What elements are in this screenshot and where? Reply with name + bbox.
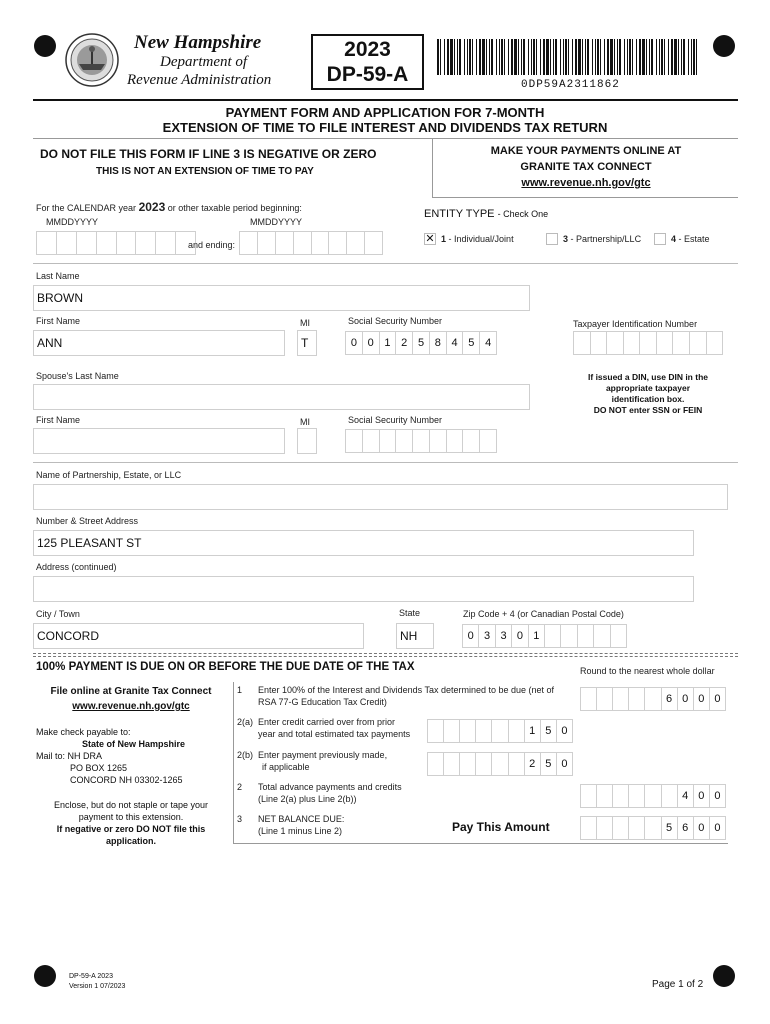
barcode-bar xyxy=(632,39,633,75)
entity-estate-label xyxy=(671,234,710,244)
po-box: PO BOX 1265 xyxy=(70,763,128,773)
spouse-last-name-label: Spouse's Last Name xyxy=(36,371,119,381)
zip-digit: 0 xyxy=(511,624,527,648)
barcode-bar xyxy=(560,39,561,75)
amount-digit xyxy=(508,752,524,776)
line-description-1: NET BALANCE DUE: xyxy=(258,814,345,824)
barcode-bar xyxy=(447,39,449,75)
barcode-bar xyxy=(595,39,596,75)
ssn-digit: 5 xyxy=(462,331,479,355)
barcode-bar xyxy=(565,39,567,75)
barcode-bar xyxy=(501,39,503,75)
line-description-2: if applicable xyxy=(262,762,310,772)
ssn-digit: 0 xyxy=(362,331,379,355)
barcode-bar xyxy=(543,39,545,75)
barcode-bar xyxy=(440,39,441,75)
line-amount-field[interactable] xyxy=(427,752,573,776)
line-description-2: (Line 2(a) plus Line 2(b)) xyxy=(258,794,357,804)
barcode-bar xyxy=(518,39,519,75)
line-amount-field[interactable] xyxy=(580,784,726,808)
barcode-bar xyxy=(546,39,549,75)
begin-date-field[interactable] xyxy=(36,231,196,255)
amount-digit xyxy=(508,719,524,743)
barcode-bar xyxy=(585,39,586,75)
barcode-bar xyxy=(610,39,613,75)
barcode-bar xyxy=(651,39,653,75)
amount-digit: 0 xyxy=(709,687,726,711)
amount-digit: 0 xyxy=(693,687,709,711)
barcode-bar xyxy=(572,39,573,75)
amount-digit: 6 xyxy=(661,687,677,711)
amount-digit: 1 xyxy=(524,719,540,743)
registration-mark-bottom-left xyxy=(34,965,56,987)
barcode-bar xyxy=(619,39,621,75)
barcode-bar xyxy=(575,39,577,75)
ssn-digit: 8 xyxy=(429,331,446,355)
end-date-format: MMDDYYYY xyxy=(250,217,303,227)
barcode-bar xyxy=(472,39,473,75)
barcode-bar xyxy=(496,39,497,75)
state-label: State xyxy=(399,608,421,618)
ssn-digit: 0 xyxy=(345,331,362,355)
barcode-bar xyxy=(629,39,631,75)
negative-note-line2: application. xyxy=(105,836,156,846)
amount-digit: 5 xyxy=(540,752,556,776)
barcode-bar xyxy=(486,39,487,75)
amount-digit xyxy=(612,816,628,840)
ending-label: and ending: xyxy=(188,240,236,250)
barcode-bar xyxy=(582,39,583,75)
line-description xyxy=(258,716,410,740)
barcode-bar xyxy=(536,39,537,75)
spouse-mi-label: MI xyxy=(300,417,310,427)
barcode-bar xyxy=(661,39,663,75)
barcode-bar xyxy=(639,39,641,75)
line-description-2: RSA 77-G Education Tax Credit) xyxy=(258,697,387,707)
line-description-2: (Line 1 minus Line 2) xyxy=(258,826,343,836)
ssn-digit: 2 xyxy=(395,331,412,355)
zip-digit: 3 xyxy=(495,624,511,648)
barcode-bar xyxy=(568,39,569,75)
spouse-first-name-label: First Name xyxy=(36,415,81,425)
barcode-bar xyxy=(514,39,517,75)
form-version-line1: DP-59-A 2023 xyxy=(69,973,113,980)
zip-digit xyxy=(560,624,576,648)
amount-digit xyxy=(580,784,596,808)
line-description-1: Enter payment previously made, xyxy=(258,750,388,760)
barcode-bar xyxy=(678,39,679,75)
barcode-bar xyxy=(592,39,593,75)
amount-digit: 0 xyxy=(556,752,573,776)
gtc-link[interactable]: www.revenue.nh.gov/gtc xyxy=(72,701,190,712)
entity-individual-label xyxy=(441,234,514,244)
entity-estate-checkbox[interactable] xyxy=(654,233,666,245)
din-note-line3: identification box. xyxy=(611,394,685,404)
barcode-bar xyxy=(528,39,529,75)
form-version-line2: Version 1 07/2023 xyxy=(69,983,126,990)
entity-type-title: ENTITY TYPE xyxy=(424,208,495,220)
spouse-ssn-field[interactable] xyxy=(345,429,497,453)
din-note-line2: appropriate taxpayer xyxy=(605,383,691,393)
barcode-bar xyxy=(617,39,618,75)
spouse-ssn-label: Social Security Number xyxy=(348,415,443,425)
amount-digit xyxy=(443,752,459,776)
partnership-name-field[interactable] xyxy=(33,484,728,510)
amount-digit xyxy=(612,687,628,711)
entity-partnership-checkbox[interactable] xyxy=(546,233,558,245)
barcode-text: 0DP59A2311862 xyxy=(521,79,620,91)
amount-digit xyxy=(644,687,660,711)
registration-mark-top-right xyxy=(713,35,735,57)
barcode-bar xyxy=(553,39,554,75)
first-name-label: First Name xyxy=(36,316,81,326)
barcode-bar xyxy=(597,39,599,75)
barcode-bar xyxy=(659,39,660,75)
barcode-bar xyxy=(511,39,513,75)
ssn-digit: 4 xyxy=(446,331,463,355)
barcode-bar xyxy=(476,39,477,75)
period-divider xyxy=(33,263,738,264)
barcode-bar xyxy=(627,39,628,75)
line-description-2: year and total estimated tax payments xyxy=(258,729,411,739)
ssn-digit: 5 xyxy=(412,331,429,355)
barcode-bar xyxy=(668,39,669,75)
amount-digit: 4 xyxy=(677,784,693,808)
barcode-bar xyxy=(531,39,532,75)
amount-digit: 5 xyxy=(540,719,556,743)
page-number: Page 1 of 2 xyxy=(652,979,704,990)
entity-individual-num: 1 xyxy=(441,234,447,244)
registration-mark-top-left xyxy=(34,35,56,57)
enclose-note xyxy=(33,799,229,847)
entity-type-hint: - Check One xyxy=(497,209,549,219)
barcode-bar xyxy=(508,39,509,75)
barcode-bar xyxy=(607,39,609,75)
negative-note-line1: If negative or zero DO NOT file this xyxy=(56,824,206,834)
form-year: 2023 xyxy=(344,38,391,61)
barcode-bar xyxy=(696,39,697,75)
entity-partnership-text: - Partnership/LLC xyxy=(570,234,642,244)
barcode-bar xyxy=(533,39,535,75)
amount-digit xyxy=(443,719,459,743)
ssn-field[interactable] xyxy=(345,331,497,355)
state-seal-logo xyxy=(65,33,119,87)
round-note: Round to the nearest whole dollar xyxy=(580,666,715,676)
amount-digit xyxy=(644,784,660,808)
barcode-bar xyxy=(683,39,685,75)
amount-digit: 0 xyxy=(693,816,709,840)
payee-name: State of New Hampshire xyxy=(82,739,186,749)
zip-digit: 1 xyxy=(528,624,544,648)
form-id-box xyxy=(311,34,424,90)
zip-digit: 3 xyxy=(478,624,494,648)
line-amount-field[interactable] xyxy=(580,687,726,711)
amount-digit xyxy=(491,752,507,776)
city-label: City / Town xyxy=(36,609,80,619)
barcode-bar xyxy=(649,39,650,75)
amount-digit xyxy=(644,816,660,840)
zip-digit xyxy=(544,624,560,648)
barcode-bar xyxy=(523,39,525,75)
gtc-line: File online at Granite Tax Connect xyxy=(50,686,212,697)
amount-digit: 2 xyxy=(524,752,540,776)
amount-digit xyxy=(612,784,628,808)
entity-estate-text: - Estate xyxy=(678,234,710,244)
period-label xyxy=(36,200,302,214)
online-payment-box xyxy=(432,138,738,198)
barcode-bar xyxy=(504,39,505,75)
barcode-bar xyxy=(479,39,481,75)
zip-digit xyxy=(577,624,593,648)
barcode-bar xyxy=(563,39,564,75)
amount-digit xyxy=(596,816,612,840)
barcode-bar xyxy=(459,39,461,75)
end-date-field[interactable] xyxy=(239,231,383,255)
barcode-bar xyxy=(656,39,657,75)
barcode-graphic xyxy=(437,39,701,75)
zip-label: Zip Code + 4 (or Canadian Postal Code) xyxy=(463,609,624,619)
pay-this-amount-label: Pay This Amount xyxy=(452,820,550,834)
barcode-bar xyxy=(454,39,455,75)
form-id: DP-59-A xyxy=(326,63,409,86)
header-dept-line2: Revenue Administration xyxy=(127,72,272,88)
street-field[interactable]: 125 PLEASANT ST xyxy=(33,530,694,556)
amount-digit xyxy=(628,784,644,808)
amount-digit: 0 xyxy=(709,784,726,808)
zip-field[interactable] xyxy=(462,624,627,648)
online-line1: MAKE YOUR PAYMENTS ONLINE AT xyxy=(490,145,682,157)
din-note xyxy=(548,372,748,416)
line-amount-field[interactable] xyxy=(580,816,726,840)
amount-digit xyxy=(580,816,596,840)
barcode-bar xyxy=(555,39,557,75)
spouse-mi-field[interactable] xyxy=(297,428,317,454)
mi-label: MI xyxy=(300,318,310,328)
header-divider xyxy=(33,99,738,101)
amount-digit xyxy=(596,784,612,808)
line-number: 3 xyxy=(237,814,243,824)
barcode-bar xyxy=(578,39,581,75)
amount-digit xyxy=(427,719,443,743)
line-number: 2(b) xyxy=(237,750,254,760)
barcode-bar xyxy=(521,39,522,75)
online-link[interactable]: www.revenue.nh.gov/gtc xyxy=(521,177,651,189)
amount-digit xyxy=(459,719,475,743)
mi-field[interactable]: T xyxy=(297,330,317,356)
street-label: Number & Street Address xyxy=(36,516,139,526)
check-payable-label: Make check payable to: xyxy=(36,727,131,737)
line-number: 1 xyxy=(237,685,243,695)
line-number: 2(a) xyxy=(237,717,254,727)
line-description xyxy=(258,781,402,805)
barcode-bar xyxy=(550,39,551,75)
barcode-bar xyxy=(467,39,468,75)
city-zip: CONCORD NH 03302-1265 xyxy=(70,775,183,785)
barcode-bar xyxy=(691,39,692,75)
state-field[interactable]: NH xyxy=(396,623,434,649)
tin-field[interactable] xyxy=(573,331,723,355)
entity-partnership-num: 3 xyxy=(563,234,569,244)
warning-line1: DO NOT FILE THIS FORM IF LINE 3 IS NEGATIVE OR ZERO xyxy=(40,147,377,161)
enclose-line1: Enclose, but do not staple or tape your xyxy=(53,800,209,810)
barcode-bar xyxy=(491,39,493,75)
amount-digit xyxy=(596,687,612,711)
last-name-field[interactable]: BROWN xyxy=(33,285,530,311)
line-description xyxy=(258,684,554,708)
zip-digit xyxy=(610,624,627,648)
barcode-bar xyxy=(469,39,471,75)
mailing-info xyxy=(36,726,185,786)
header-state-name: New Hampshire xyxy=(134,32,262,53)
amount-digit: 5 xyxy=(661,816,677,840)
ssn-digit: 1 xyxy=(379,331,396,355)
barcode-bar xyxy=(444,39,445,75)
period-suffix: or other taxable period beginning: xyxy=(167,203,302,213)
enclose-line2: payment to this extension. xyxy=(78,812,184,822)
city-field[interactable]: CONCORD xyxy=(33,623,364,649)
amount-digit xyxy=(475,719,491,743)
mail-to-label: Mail to: NH DRA xyxy=(36,751,103,761)
form-title-line2: EXTENSION OF TIME TO FILE INTEREST AND DIVIDENDS TAX RETURN xyxy=(162,120,608,135)
period-year: 2023 xyxy=(138,200,166,214)
address2-field[interactable] xyxy=(33,576,694,602)
barcode-bar xyxy=(646,39,647,75)
form-version xyxy=(69,972,125,992)
amount-digit xyxy=(491,719,507,743)
barcode-bar xyxy=(450,39,453,75)
begin-date-format: MMDDYYYY xyxy=(46,217,99,227)
form-title-line1: PAYMENT FORM AND APPLICATION FOR 7-MONTH xyxy=(225,105,545,120)
amount-digit xyxy=(459,752,475,776)
entity-individual-checkbox[interactable]: ✕ xyxy=(425,233,435,245)
barcode-bar xyxy=(540,39,541,75)
line-description-1: Total advance payments and credits xyxy=(258,782,402,792)
barcode-bar xyxy=(587,39,589,75)
line-description-1: Enter 100% of the Interest and Dividends Tax determined to be due (net of xyxy=(258,685,555,695)
tin-label: Taxpayer Identification Number xyxy=(573,319,698,329)
barcode-bar xyxy=(624,39,625,75)
line-description xyxy=(258,813,344,837)
amount-digit: 6 xyxy=(677,816,693,840)
din-note-line1: If issued a DIN, use DIN in the xyxy=(588,372,708,382)
online-line2: GRANITE TAX CONNECT xyxy=(520,161,652,173)
barcode-bar xyxy=(664,39,665,75)
last-name-label: Last Name xyxy=(36,271,80,281)
barcode-bar xyxy=(674,39,677,75)
amount-digit xyxy=(661,784,677,808)
registration-mark-bottom-right xyxy=(713,965,735,987)
spouse-last-name-field[interactable] xyxy=(33,384,530,410)
din-note-line4: DO NOT enter SSN or FEIN xyxy=(593,405,703,415)
line-number: 2 xyxy=(237,782,243,792)
partnership-name-label: Name of Partnership, Estate, or LLC xyxy=(36,470,182,480)
line-description-1: Enter credit carried over from prior xyxy=(258,717,396,727)
barcode-bar xyxy=(642,39,645,75)
first-name-field[interactable]: ANN xyxy=(33,330,285,356)
barcode-bar xyxy=(437,39,439,75)
zip-digit xyxy=(593,624,609,648)
barcode-bar xyxy=(681,39,682,75)
zip-digit: 0 xyxy=(462,624,478,648)
barcode-bar xyxy=(482,39,485,75)
name-divider xyxy=(33,462,738,463)
barcode-bar xyxy=(457,39,458,75)
entity-type-heading xyxy=(424,208,548,220)
amount-digit: 0 xyxy=(709,816,726,840)
amount-digit xyxy=(427,752,443,776)
line-description xyxy=(258,749,387,773)
barcode-bar xyxy=(600,39,601,75)
barcode-bar xyxy=(464,39,465,75)
period-prefix: For the CALENDAR year xyxy=(36,203,137,213)
line-amount-field[interactable] xyxy=(427,719,573,743)
header-dept-line1: Department of xyxy=(160,54,248,70)
barcode-bar xyxy=(499,39,500,75)
amount-digit xyxy=(628,687,644,711)
ssn-label: Social Security Number xyxy=(348,316,443,326)
barcode-bar xyxy=(489,39,490,75)
barcode-bar xyxy=(693,39,695,75)
amount-digit xyxy=(475,752,491,776)
section-perforation xyxy=(33,653,738,657)
amount-digit: 0 xyxy=(556,719,573,743)
amount-digit xyxy=(628,816,644,840)
ssn-digit: 4 xyxy=(479,331,497,355)
amount-digit: 0 xyxy=(693,784,709,808)
payment-heading: 100% PAYMENT IS DUE ON OR BEFORE THE DUE DATE OF THE TAX xyxy=(36,661,415,673)
barcode-bar xyxy=(671,39,673,75)
spouse-first-name-field[interactable] xyxy=(33,428,285,454)
warning-line2: THIS IS NOT AN EXTENSION OF TIME TO PAY xyxy=(96,166,314,177)
entity-partnership-label xyxy=(563,234,641,244)
address2-label: Address (continued) xyxy=(36,562,117,572)
barcode-bar xyxy=(636,39,637,75)
entity-individual-text: - Individual/Joint xyxy=(448,234,514,244)
amount-digit: 0 xyxy=(677,687,693,711)
entity-estate-num: 4 xyxy=(671,234,677,244)
barcode-bar xyxy=(604,39,605,75)
barcode-bar xyxy=(688,39,689,75)
amount-digit xyxy=(580,687,596,711)
barcode-bar xyxy=(614,39,615,75)
